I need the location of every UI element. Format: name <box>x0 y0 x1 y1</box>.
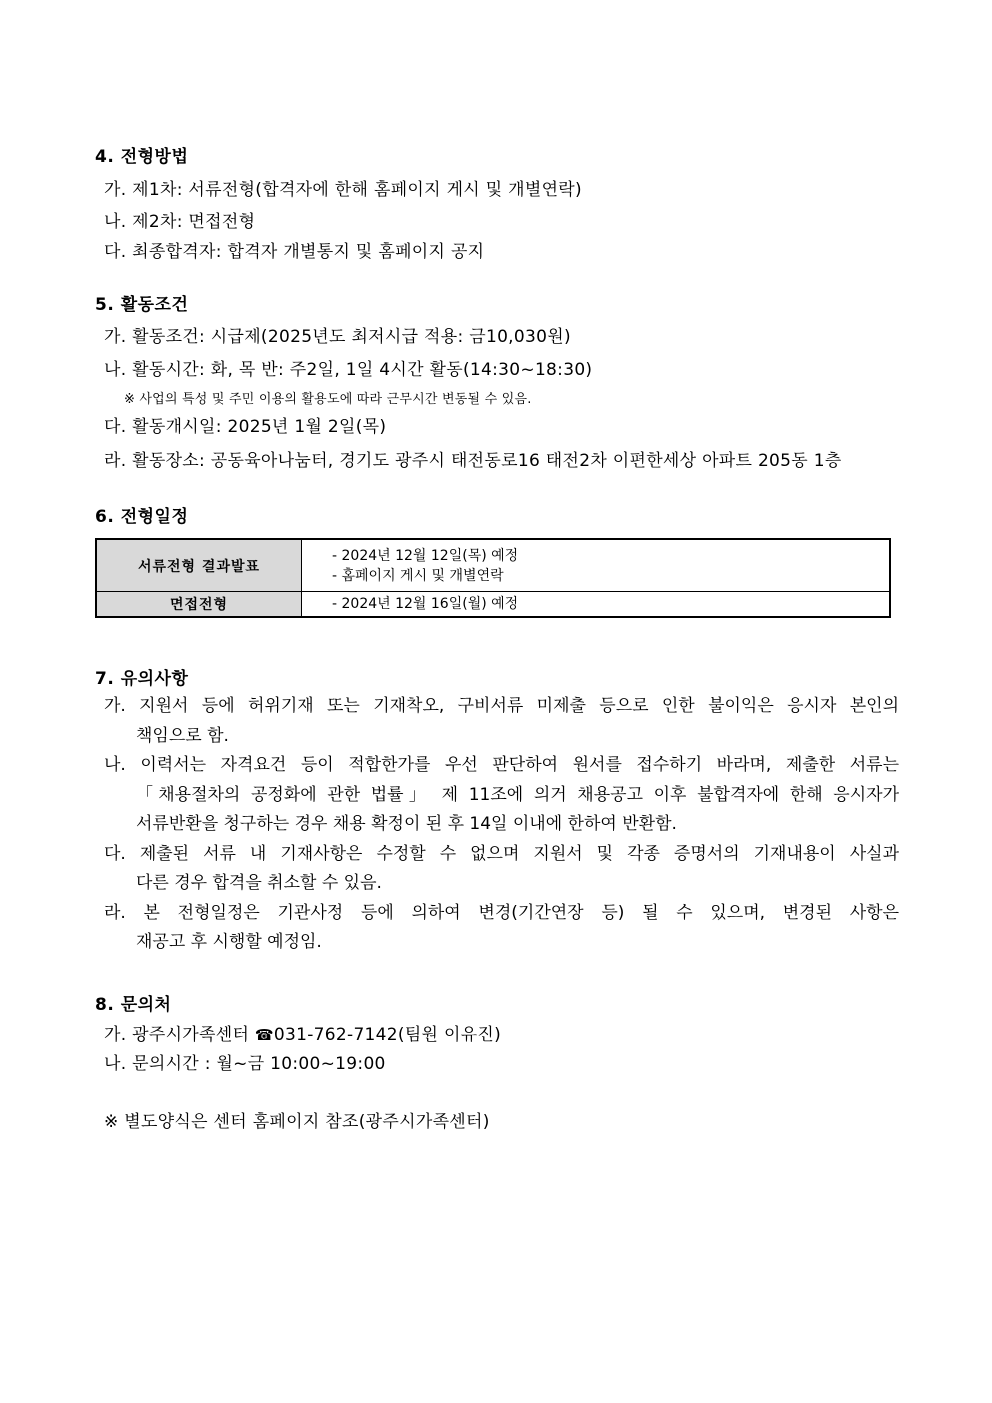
contact-phone: 031-762-7142(팀원 이유진) <box>273 1025 502 1045</box>
section-4-heading: 4. 전형방법 <box>95 147 189 167</box>
section-5-heading: 5. 활동조건 <box>95 295 189 315</box>
table-row <box>96 539 890 592</box>
section-5-item-3: 다. 활동개시일: 2025년 1월 2일(목) <box>104 417 387 437</box>
schedule-label-documents: 서류전형 결과발표 <box>96 539 302 592</box>
contact-label: 가. 광주시가족센터 <box>104 1025 255 1045</box>
section-5-note: ※ 사업의 특성 및 주민 이용의 활용도에 따라 근무시간 변동될 수 있음. <box>124 392 532 407</box>
note-b-line-1: 나. 이력서는 자격요건 등이 적합한가를 우선 판단하여 원서를 접수하기 바라며, 제출한 서류는 <box>104 755 899 775</box>
section-4-item-3: 다. 최종합격자: 합격자 개별통지 및 홈페이지 공지 <box>104 242 485 262</box>
table-row <box>96 592 890 618</box>
note-a-line-1: 가. 지원서 등에 허위기재 또는 기재착오, 구비서류 미제출 등으로 인한 불이익은 응시자 본인의 <box>104 696 899 716</box>
footer-note: ※ 별도양식은 센터 홈페이지 참조(광주시가족센터) <box>104 1112 490 1132</box>
section-7-notes <box>104 692 899 958</box>
schedule-value-documents <box>302 539 891 592</box>
section-8-item-1 <box>104 1020 501 1045</box>
schedule-value-interview <box>302 592 891 618</box>
note-c-line-2: 다른 경우 합격을 취소할 수 있음. <box>136 873 382 893</box>
section-7-heading: 7. 유의사항 <box>95 669 189 689</box>
telephone-icon: ☎ <box>254 1026 274 1044</box>
note-d-line-2: 재공고 후 시행할 예정임. <box>136 932 322 952</box>
note-b-line-2: 「채용절차의 공정화에 관한 법률」 제 11조에 의거 채용공고 이후 불합격자에 한해 응시자가 <box>136 784 899 805</box>
schedule-value-line: - 2024년 12월 16일(월) 예정 <box>332 596 519 612</box>
note-a-line-2: 책임으로 함. <box>136 725 229 746</box>
section-5-item-4: 라. 활동장소: 공동육아나눔터, 경기도 광주시 태전동로16 태전2차 이편한세상 아파트 205동 1층 <box>104 451 842 471</box>
schedule-value-line: - 2024년 12월 12일(목) 예정 <box>332 547 519 564</box>
section-8-heading: 8. 문의처 <box>95 995 172 1015</box>
note-c-line-1: 다. 제출된 서류 내 기재사항은 수정할 수 없으며 지원서 및 각종 증명서의 기재내용이 사실과 <box>104 843 899 864</box>
note-d-line-1: 라. 본 전형일정은 기관사정 등에 의하여 변경(기간연장 등) 될 수 있으며, 변경된 사항은 <box>104 902 899 923</box>
section-5-item-2: 나. 활동시간: 화, 목 반: 주2일, 1일 4시간 활동(14:30~18:30) <box>104 360 593 380</box>
schedule-table <box>95 538 891 618</box>
schedule-label-interview: 면접전형 <box>96 592 302 618</box>
section-6-heading: 6. 전형일정 <box>95 507 189 527</box>
section-4-item-1: 가. 제1차: 서류전형(합격자에 한해 홈페이지 게시 및 개별연락) <box>104 180 582 200</box>
section-5-item-1: 가. 활동조건: 시급제(2025년도 최저시급 적용: 금10,030원) <box>104 327 571 347</box>
section-8-item-2: 나. 문의시간 : 월~금 10:00~19:00 <box>104 1054 386 1074</box>
schedule-value-line: - 홈페이지 게시 및 개별연락 <box>332 567 504 584</box>
section-4-item-2: 나. 제2차: 면접전형 <box>104 212 256 232</box>
note-b-line-3: 서류반환을 청구하는 경우 채용 확정이 된 후 14일 이내에 한하여 반환함. <box>136 814 677 834</box>
